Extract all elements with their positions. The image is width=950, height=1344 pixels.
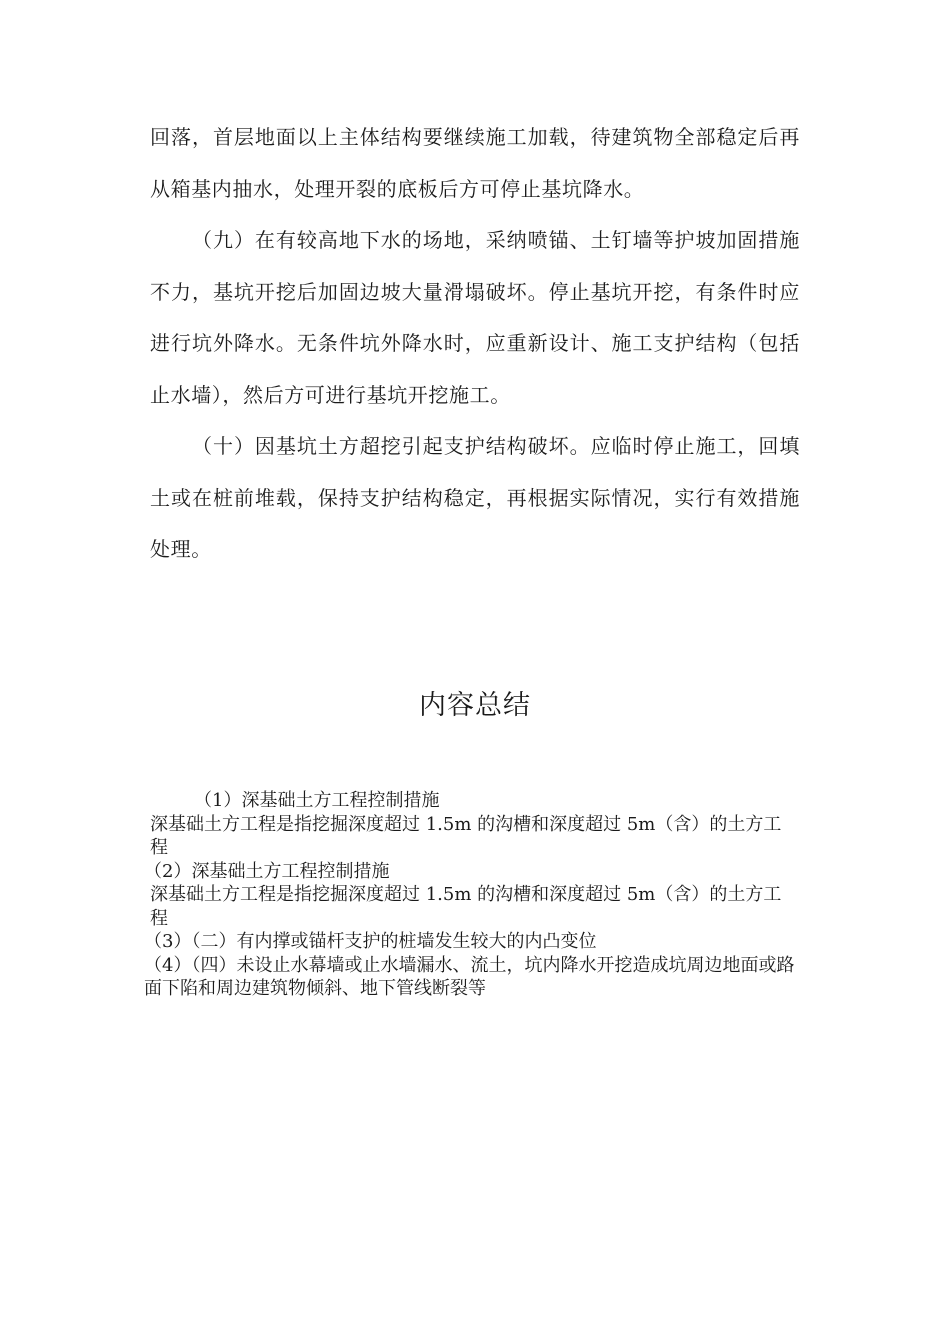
summary-line: 深基础土方工程是指挖掘深度超过 1.5m 的沟槽和深度超过 5m（含）的土方工程 (150, 813, 782, 858)
summary-line: （3）（二）有内撑或锚杆支护的桩墙发生较大的内凸变位 (144, 931, 597, 952)
body-text (150, 112, 800, 576)
paragraph-item-nine: （九）在有较高地下水的场地，采纳喷锚、土钉墙等护坡加固措施不力，基坑开挖后加固边坡大量滑塌破坏。停止基坑开挖，有条件时应进行坑外降水。无条件坑外降水时，应重新设计、施工支护结构（包括止水墙），然后方可进行基坑开挖施工。 (150, 228, 800, 407)
summary-title: 内容总结 (419, 690, 531, 721)
summary-line: 深基础土方工程是指挖掘深度超过 1.5m 的沟槽和深度超过 5m（含）的土方工程 (150, 884, 782, 929)
summary-line: （4）（四）未设止水幕墙或止水墙漏水、流土，坑内降水开挖造成坑周边地面或路面下陷和周边建筑物倾斜、地下管线断裂等 (144, 954, 795, 999)
summary-section (144, 789, 795, 1001)
summary-line: （1）深基础土方工程控制措施 (194, 790, 440, 811)
paragraph-item-ten: （十）因基坑土方超挖引起支护结构破坏。应临时停止施工，回填土或在桩前堆载，保持支护结构稳定，再根据实际情况，实行有效措施处理。 (150, 434, 800, 561)
paragraph-continuation: 回落，首层地面以上主体结构要继续施工加载，待建筑物全部稳定后再从箱基内抽水，处理开裂的底板后方可停止基坑降水。 (150, 125, 800, 201)
summary-line: （2）深基础土方工程控制措施 (144, 860, 390, 882)
